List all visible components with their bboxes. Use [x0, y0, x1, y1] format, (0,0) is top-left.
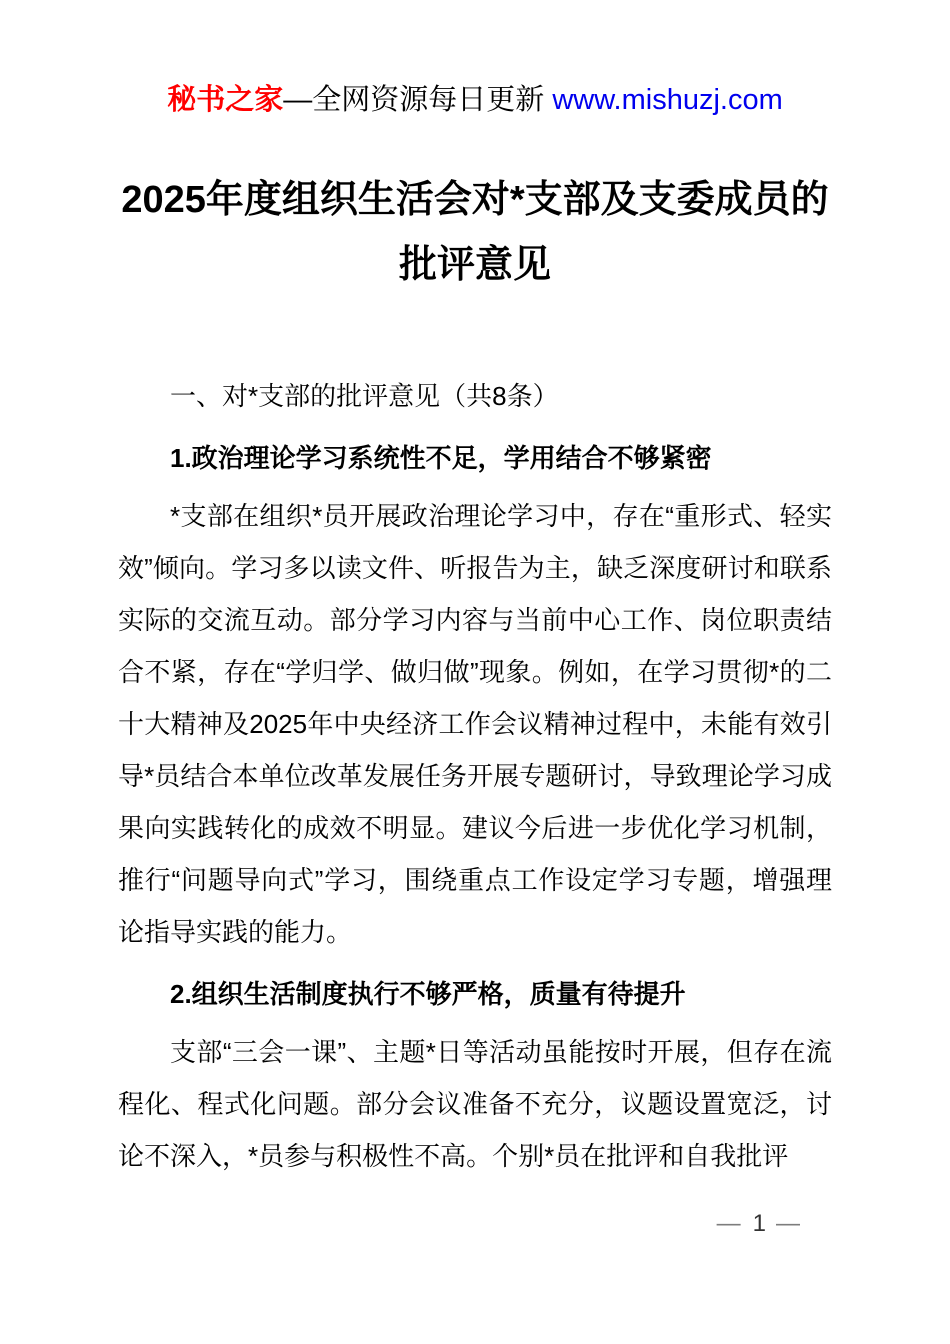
- document-title-line-1: 2025年度组织生活会对*支部及支委成员的: [121, 179, 829, 221]
- document-title-line-2: 批评意见: [398, 244, 551, 286]
- section-heading: 一、对*支部的批评意见（共8条）: [170, 381, 559, 411]
- site-header: [0, 0, 950, 118]
- page-number-left-dash: —: [716, 1210, 743, 1237]
- page-footer: [0, 1208, 802, 1240]
- site-tagline: —全网资源每日更新: [283, 84, 553, 116]
- item-1-heading: 1.政治理论学习系统性不足，学用结合不够紧密: [170, 443, 712, 473]
- item-1-body: *支部在组织*员开展政治理论学习中，存在“重形式、轻实效”倾向。学习多以读文件、听报告为主，缺乏深度研讨和联系实际的交流互动。部分学习内容与当前中心工作、岗位职责结合不紧，存在“学归学、做归做”现象。例如，在学习贯彻*的二十大精神及2025年中央经济工作会议精神过程中，未能有效引导*员结合本单位改革发展任务开展专题研讨，导致理论学习成果向实践转化的成效不明显。建议今后进一步优化学习机制，推行“问题导向式”学习，围绕重点工作设定学习专题，增强理论指导实践的能力。: [118, 501, 832, 947]
- page-number-right-dash: —: [776, 1210, 802, 1237]
- site-brand: 秘书之家: [167, 84, 284, 116]
- site-url-link[interactable]: www.mishuzj.com: [552, 84, 783, 116]
- document-body: [118, 370, 832, 1182]
- document-title: [0, 168, 950, 298]
- item-2-heading: 2.组织生活制度执行不够严格，质量有待提升: [170, 979, 686, 1009]
- page-number: 1: [752, 1210, 766, 1237]
- item-2-body: 支部“三会一课”、主题*日等活动虽能按时开展，但存在流程化、程式化问题。部分会议准备不充分，议题设置宽泛，讨论不深入，*员参与积极性不高。个别*员在批评和自我批评: [118, 1037, 832, 1171]
